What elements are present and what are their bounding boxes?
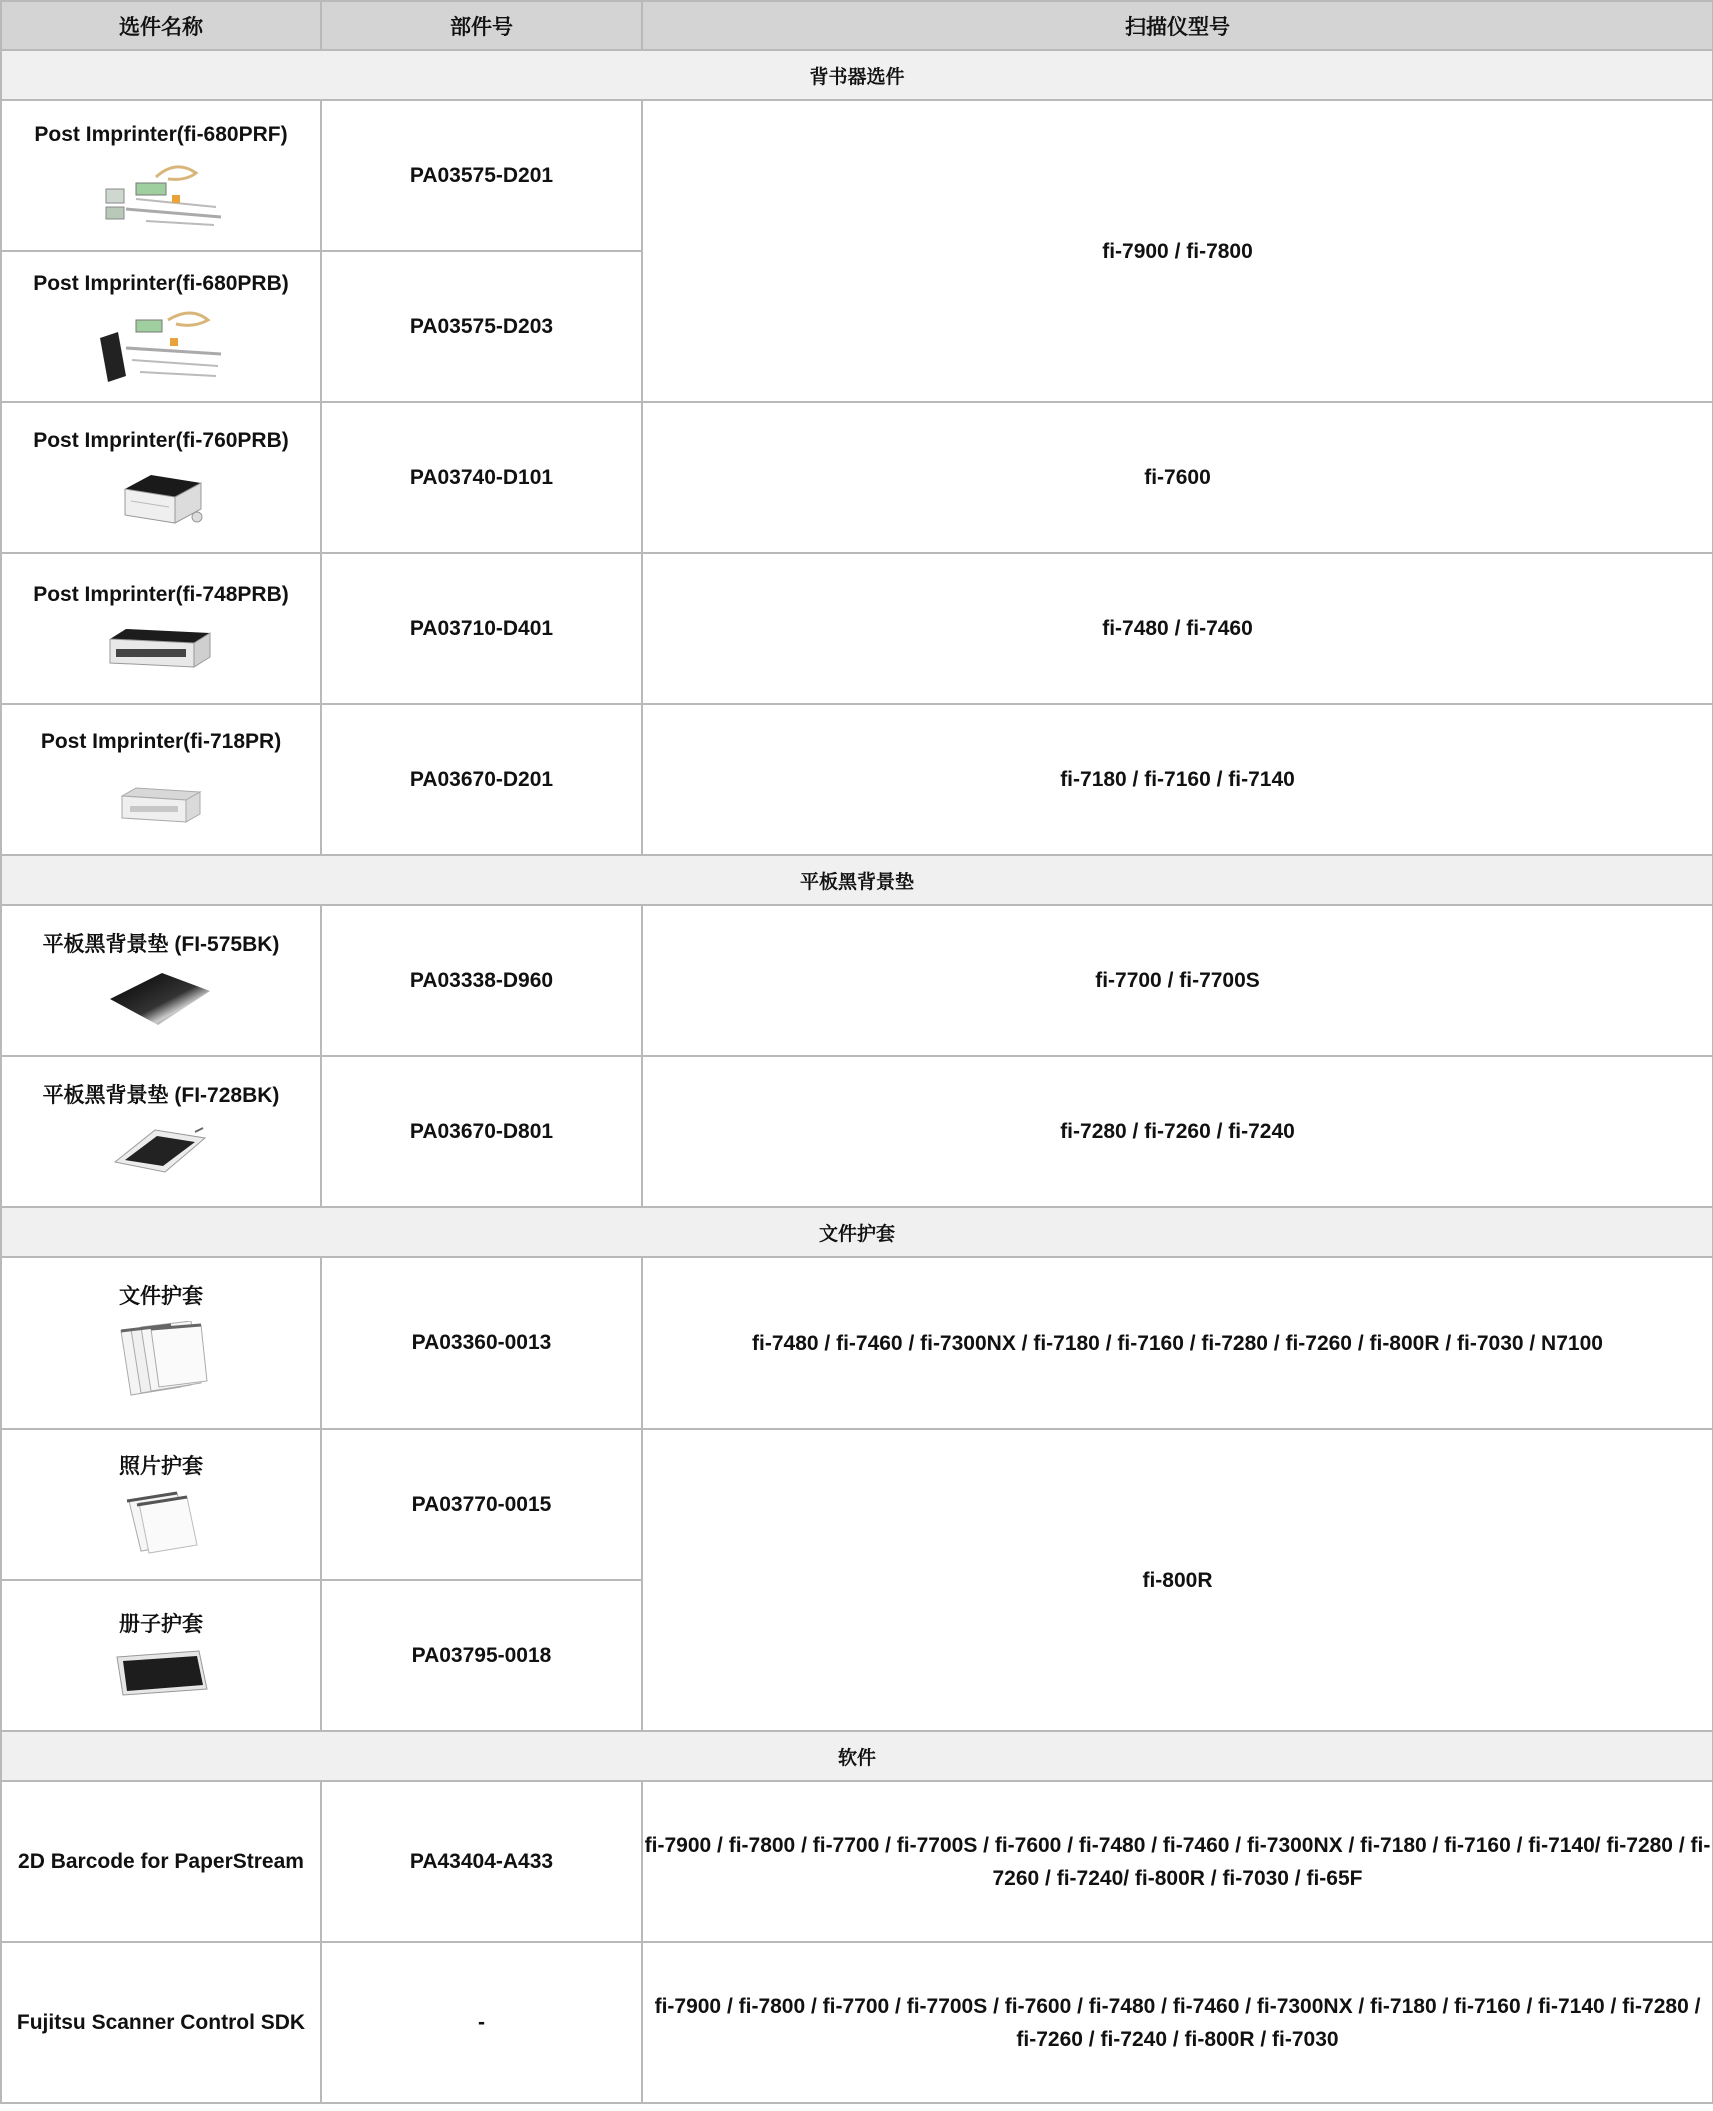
- table-row: [1, 1257, 1713, 1429]
- imprinter-unit-image: [116, 782, 206, 830]
- option-name-cell: [1, 905, 321, 1056]
- option-name-cell: [1, 1056, 321, 1207]
- carrier-sheets-image: [111, 1321, 211, 1401]
- scanner-models-cell: fi-7900 / fi-7800 / fi-7700 / fi-7700S / fi-7600 / fi-7480 / fi-7460 / fi-7300NX / fi-7180 / fi-7160 / fi-7140 / fi-7280 / fi-7260 / fi-7240 / fi-800R / fi-7030: [642, 1942, 1713, 2103]
- photo-carrier-image: [121, 1491, 201, 1555]
- header-scanner-models: 扫描仪型号: [642, 1, 1713, 50]
- option-name: 册子护套: [119, 1612, 203, 1636]
- section-title: 软件: [1, 1731, 1713, 1781]
- part-number-cell: PA03670-D801: [321, 1056, 642, 1207]
- section-row-software: [1, 1731, 1713, 1781]
- option-name: Fujitsu Scanner Control SDK: [16, 2010, 306, 2034]
- option-name: Post Imprinter(fi-718PR): [40, 729, 282, 753]
- imprinter-unit-image: [106, 619, 216, 675]
- option-name: 照片护套: [119, 1454, 203, 1478]
- option-name: Post Imprinter(fi-748PRB): [33, 582, 289, 606]
- scanner-models-cell: fi-7900 / fi-7800 / fi-7700 / fi-7700S / fi-7600 / fi-7480 / fi-7460 / fi-7300NX / fi-7180 / fi-7160 / fi-7140/ fi-7280 / fi-7260 / fi-7240/ fi-800R / fi-7030 / fi-65F: [642, 1781, 1713, 1942]
- table-row: [1, 1942, 1713, 2103]
- option-name: 2D Barcode for PaperStream: [18, 1849, 304, 1873]
- option-name: Post Imprinter(fi-760PRB): [33, 428, 289, 452]
- option-name-cell: [1, 100, 321, 251]
- section-title: 背书器选件: [1, 50, 1713, 100]
- option-name-cell: [1, 1257, 321, 1429]
- part-number-cell: PA43404-A433: [321, 1781, 642, 1942]
- part-number-cell: PA03740-D101: [321, 402, 642, 553]
- option-name-cell: [1, 1429, 321, 1580]
- scanner-models-cell: fi-7280 / fi-7260 / fi-7240: [642, 1056, 1713, 1207]
- header-row: [1, 1, 1713, 50]
- imprinter-kit-image: [96, 159, 226, 229]
- table-row: [1, 100, 1713, 251]
- option-name-cell: [1, 704, 321, 855]
- imprinter-unit-image: [111, 465, 211, 527]
- part-number-cell: PA03770-0015: [321, 1429, 642, 1580]
- black-pad-image: [111, 1120, 211, 1180]
- part-number-cell: PA03575-D203: [321, 251, 642, 402]
- option-name-cell: [1, 1781, 321, 1942]
- option-name: 文件护套: [119, 1285, 203, 1308]
- table-row: [1, 402, 1713, 553]
- part-number-cell: -: [321, 1942, 642, 2103]
- scanner-models-cell: fi-7900 / fi-7800: [642, 100, 1713, 402]
- scanner-models-cell: fi-7700 / fi-7700S: [642, 905, 1713, 1056]
- option-name: 平板黑背景垫 (FI-728BK): [42, 1083, 280, 1107]
- option-name-cell: [1, 251, 321, 402]
- table-row: [1, 1429, 1713, 1580]
- table-row: [1, 1781, 1713, 1942]
- section-row-flatbed: [1, 855, 1713, 905]
- section-row-imprinter: [1, 50, 1713, 100]
- part-number-cell: PA03360-0013: [321, 1257, 642, 1429]
- section-title: 文件护套: [1, 1207, 1713, 1257]
- scanner-models-cell: fi-7180 / fi-7160 / fi-7140: [642, 704, 1713, 855]
- part-number-cell: PA03670-D201: [321, 704, 642, 855]
- imprinter-kit-image: [96, 308, 226, 382]
- scanner-models-cell: fi-800R: [642, 1429, 1713, 1731]
- scanner-models-cell: fi-7480 / fi-7460: [642, 553, 1713, 704]
- table-row: [1, 1056, 1713, 1207]
- option-name-cell: [1, 1580, 321, 1731]
- option-name: 平板黑背景垫 (FI-575BK): [42, 932, 280, 956]
- part-number-cell: PA03710-D401: [321, 553, 642, 704]
- part-number-cell: PA03575-D201: [321, 100, 642, 251]
- section-title: 平板黑背景垫: [1, 855, 1713, 905]
- option-name: Post Imprinter(fi-680PRB): [33, 271, 289, 295]
- black-pad-image: [106, 969, 216, 1029]
- option-name-cell: [1, 402, 321, 553]
- part-number-cell: PA03795-0018: [321, 1580, 642, 1731]
- option-name: Post Imprinter(fi-680PRF): [34, 122, 288, 146]
- section-row-carrier: [1, 1207, 1713, 1257]
- header-option-name: 选件名称: [1, 1, 321, 50]
- table-row: [1, 704, 1713, 855]
- scanner-models-cell: fi-7600: [642, 402, 1713, 553]
- header-part-number: 部件号: [321, 1, 642, 50]
- part-number-cell: PA03338-D960: [321, 905, 642, 1056]
- scanner-models-cell: fi-7480 / fi-7460 / fi-7300NX / fi-7180 / fi-7160 / fi-7280 / fi-7260 / fi-800R / fi-7030 / N7100: [642, 1257, 1713, 1429]
- option-name-cell: [1, 553, 321, 704]
- option-name-cell: [1, 1942, 321, 2103]
- table-row: [1, 553, 1713, 704]
- booklet-carrier-image: [111, 1649, 211, 1699]
- table-row: [1, 905, 1713, 1056]
